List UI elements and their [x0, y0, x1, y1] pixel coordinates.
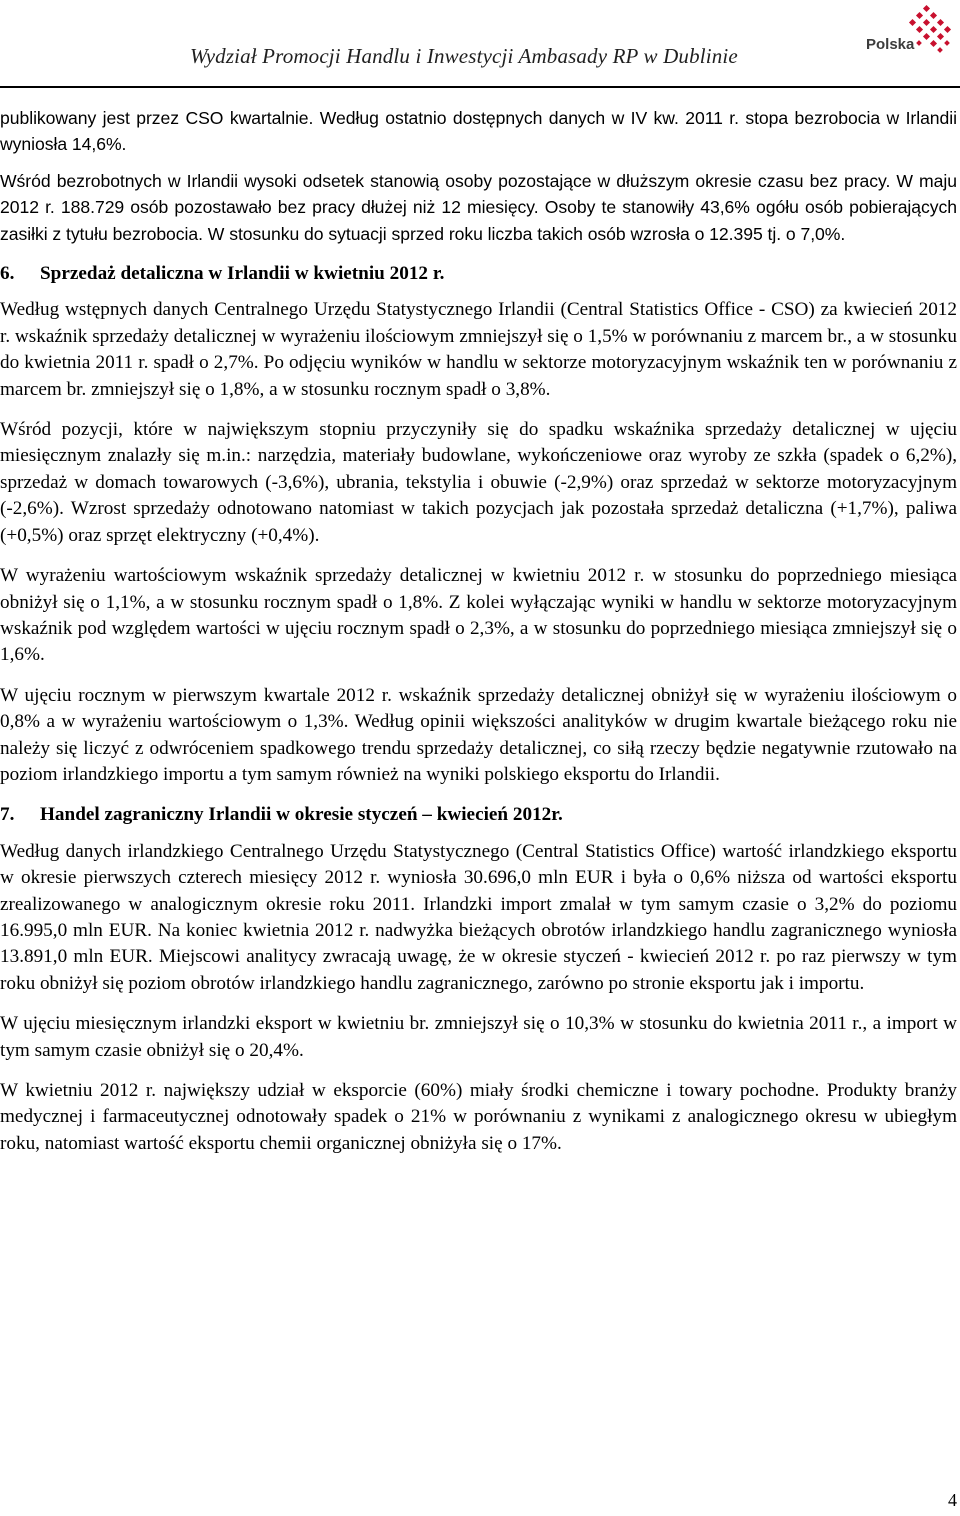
polska-logo	[862, 4, 958, 66]
section-number: 7.	[0, 804, 15, 826]
logo-text: Polska	[866, 36, 915, 53]
paragraph-unemployment-rate: publikowany jest przez CSO kwartalnie. Według ostatnio dostępnych danych w IV kw. 2011 r. stopa bezrobocia w Irlandii wyniosła 14,6%.	[0, 108, 957, 155]
page-number: 4	[948, 1490, 957, 1510]
paragraph-monthly-export: W ujęciu miesięcznym irlandzki eksport w kwietniu br. zmniejszył się o 10,3% w stosunku do kwietnia 2011 r., a import w tym samym czasie obniżył się o 20,4%.	[0, 1013, 957, 1061]
section-number: 6.	[0, 263, 15, 285]
paragraph-retail-volume: Według wstępnych danych Centralnego Urzędu Statystycznego Irlandii (Central Statistics Office - CSO) za kwiecień 2012 r. wskaźnik sprzedaży detalicznej w wyrażeniu ilościowym zmniejszył się o 1,5% w porównaniu z marcem br., a w stosunku do kwietnia 2011 r. spadł o 2,7%. Po odjęciu wyników w handlu w sektorze motoryzacyjnym wskaźnik ten w porównaniu z marcem br. zmniejszył się o 1,8%, a w stosunku rocznym spadł o 3,8%.	[0, 299, 957, 400]
paragraph-export-structure: W kwietniu 2012 r. największy udział w eksporcie (60%) miały środki chemiczne i towary pochodne. Produkty branży medycznej i farmaceutycznej odnotowały spadek o 21% w porównaniu z wynikami z analogicznego okresu w ubiegłym roku, natomiast wartość eksportu chemii organicznej obniżyła się o 17%.	[0, 1080, 957, 1154]
section-heading-retail	[0, 261, 957, 287]
document-body	[0, 105, 957, 1171]
paragraph-retail-value: W wyrażeniu wartościowym wskaźnik sprzedaży detalicznej w kwietniu 2012 r. w stosunku do poprzedniego miesiąca obniżył się o 1,1%, a w stosunku rocznym spadł o 1,8%. Z kolei wyłączając wyniki w handlu w sektorze motoryzacyjnym wskaźnik pod względem wartości w ujęciu rocznym spadł o 2,3%, a w stosunku do poprzedniego miesiąca zmniejszył się o 1,6%.	[0, 565, 957, 666]
section-title: Handel zagraniczny Irlandii w okresie styczeń – kwiecień 2012r.	[40, 804, 563, 826]
paragraph-long-term-unemployed: Wśród bezrobotnych w Irlandii wysoki odsetek stanowią osoby pozostające w dłuższym okresie czasu bez pracy. W maju 2012 r. 188.729 osób pozostawało bez pracy dłużej niż 12 miesięcy. Osoby te stanowiły 43,6% ogółu osób pobierających zasiłki z tytułu bezrobocia. W stosunku do sytuacji sprzed roku liczba takich osób wzrosła o 12.395 tj. o 7,0%.	[0, 170, 957, 244]
paragraph-export-import: Według danych irlandzkiego Centralnego Urzędu Statystycznego (Central Statistics Office) wartość irlandzkiego eksportu w okresie pierwszych czterech miesięcy 2012 r. wyniosła 30.696,0 mln EUR i była o 0,6% niższa od wartości eksportu zrealizowanego w analogicznym okresie roku 2011. Irlandzki import zmalał w tym samym czasie o 3,2% do poziomu 16.995,0 mln EUR. Na koniec kwietnia 2012 r. nadwyżka bieżących obrotów irlandzkiego handlu zagranicznego wyniosła 13.891,0 mln EUR. Miejscowi analitycy zwracają uwagę, że w okresie styczeń - kwiecień 2012 r. po raz pierwszy w tym roku obniżył się poziom obrotów irlandzkiego handlu zagranicznego, zarówno po stronie eksportu jak i importu.	[0, 840, 957, 994]
paragraph-retail-quarter: W ujęciu rocznym w pierwszym kwartale 2012 r. wskaźnik sprzedaży detalicznej obniżył się w wyrażeniu ilościowym o 0,8% a w wyrażeniu wartościowym o 1,3%. Według opinii większości analityków w drugim kwartale bieżącego roku nie należy się liczyć z odwróceniem spadkowego trendu sprzedaży detalicznej, co siłą rzeczy będzie negatywnie rzutowało na poziom irlandzkiego importu a tym samym również na wyniki polskiego eksportu do Irlandii.	[0, 684, 957, 785]
paragraph-retail-categories: Wśród pozycji, które w największym stopniu przyczyniły się do spadku wskaźnika sprzedaży detalicznej w ujęciu miesięcznym znalazły się m.in.: narzędzia, materiały budowlane, wykończeniowe oraz wyroby ze szkła (spadek o 6,2%), sprzedaż w domach towarowych (-3,6%), ubrania, tekstylia i obuwie (-2,9%) oraz sprzedaż w sektorze motoryzacyjnym (-2,6%). Wzrost sprzedaży odnotowano natomiast w takich pozycjach jak pozostała sprzedaż detaliczna (+1,7%), paliwa (+0,5%) oraz sprzęt elektryczny (+0,4%).	[0, 419, 957, 546]
section-title: Sprzedaż detaliczna w Irlandii w kwietniu 2012 r.	[40, 263, 445, 285]
polska-logo-mark	[862, 4, 958, 66]
page-header	[0, 0, 960, 84]
header-divider	[0, 86, 960, 88]
header-title: Wydział Promocji Handlu i Inwestycji Ambasady RP w Dublinie	[190, 44, 738, 68]
section-heading-foreign-trade	[0, 802, 957, 828]
